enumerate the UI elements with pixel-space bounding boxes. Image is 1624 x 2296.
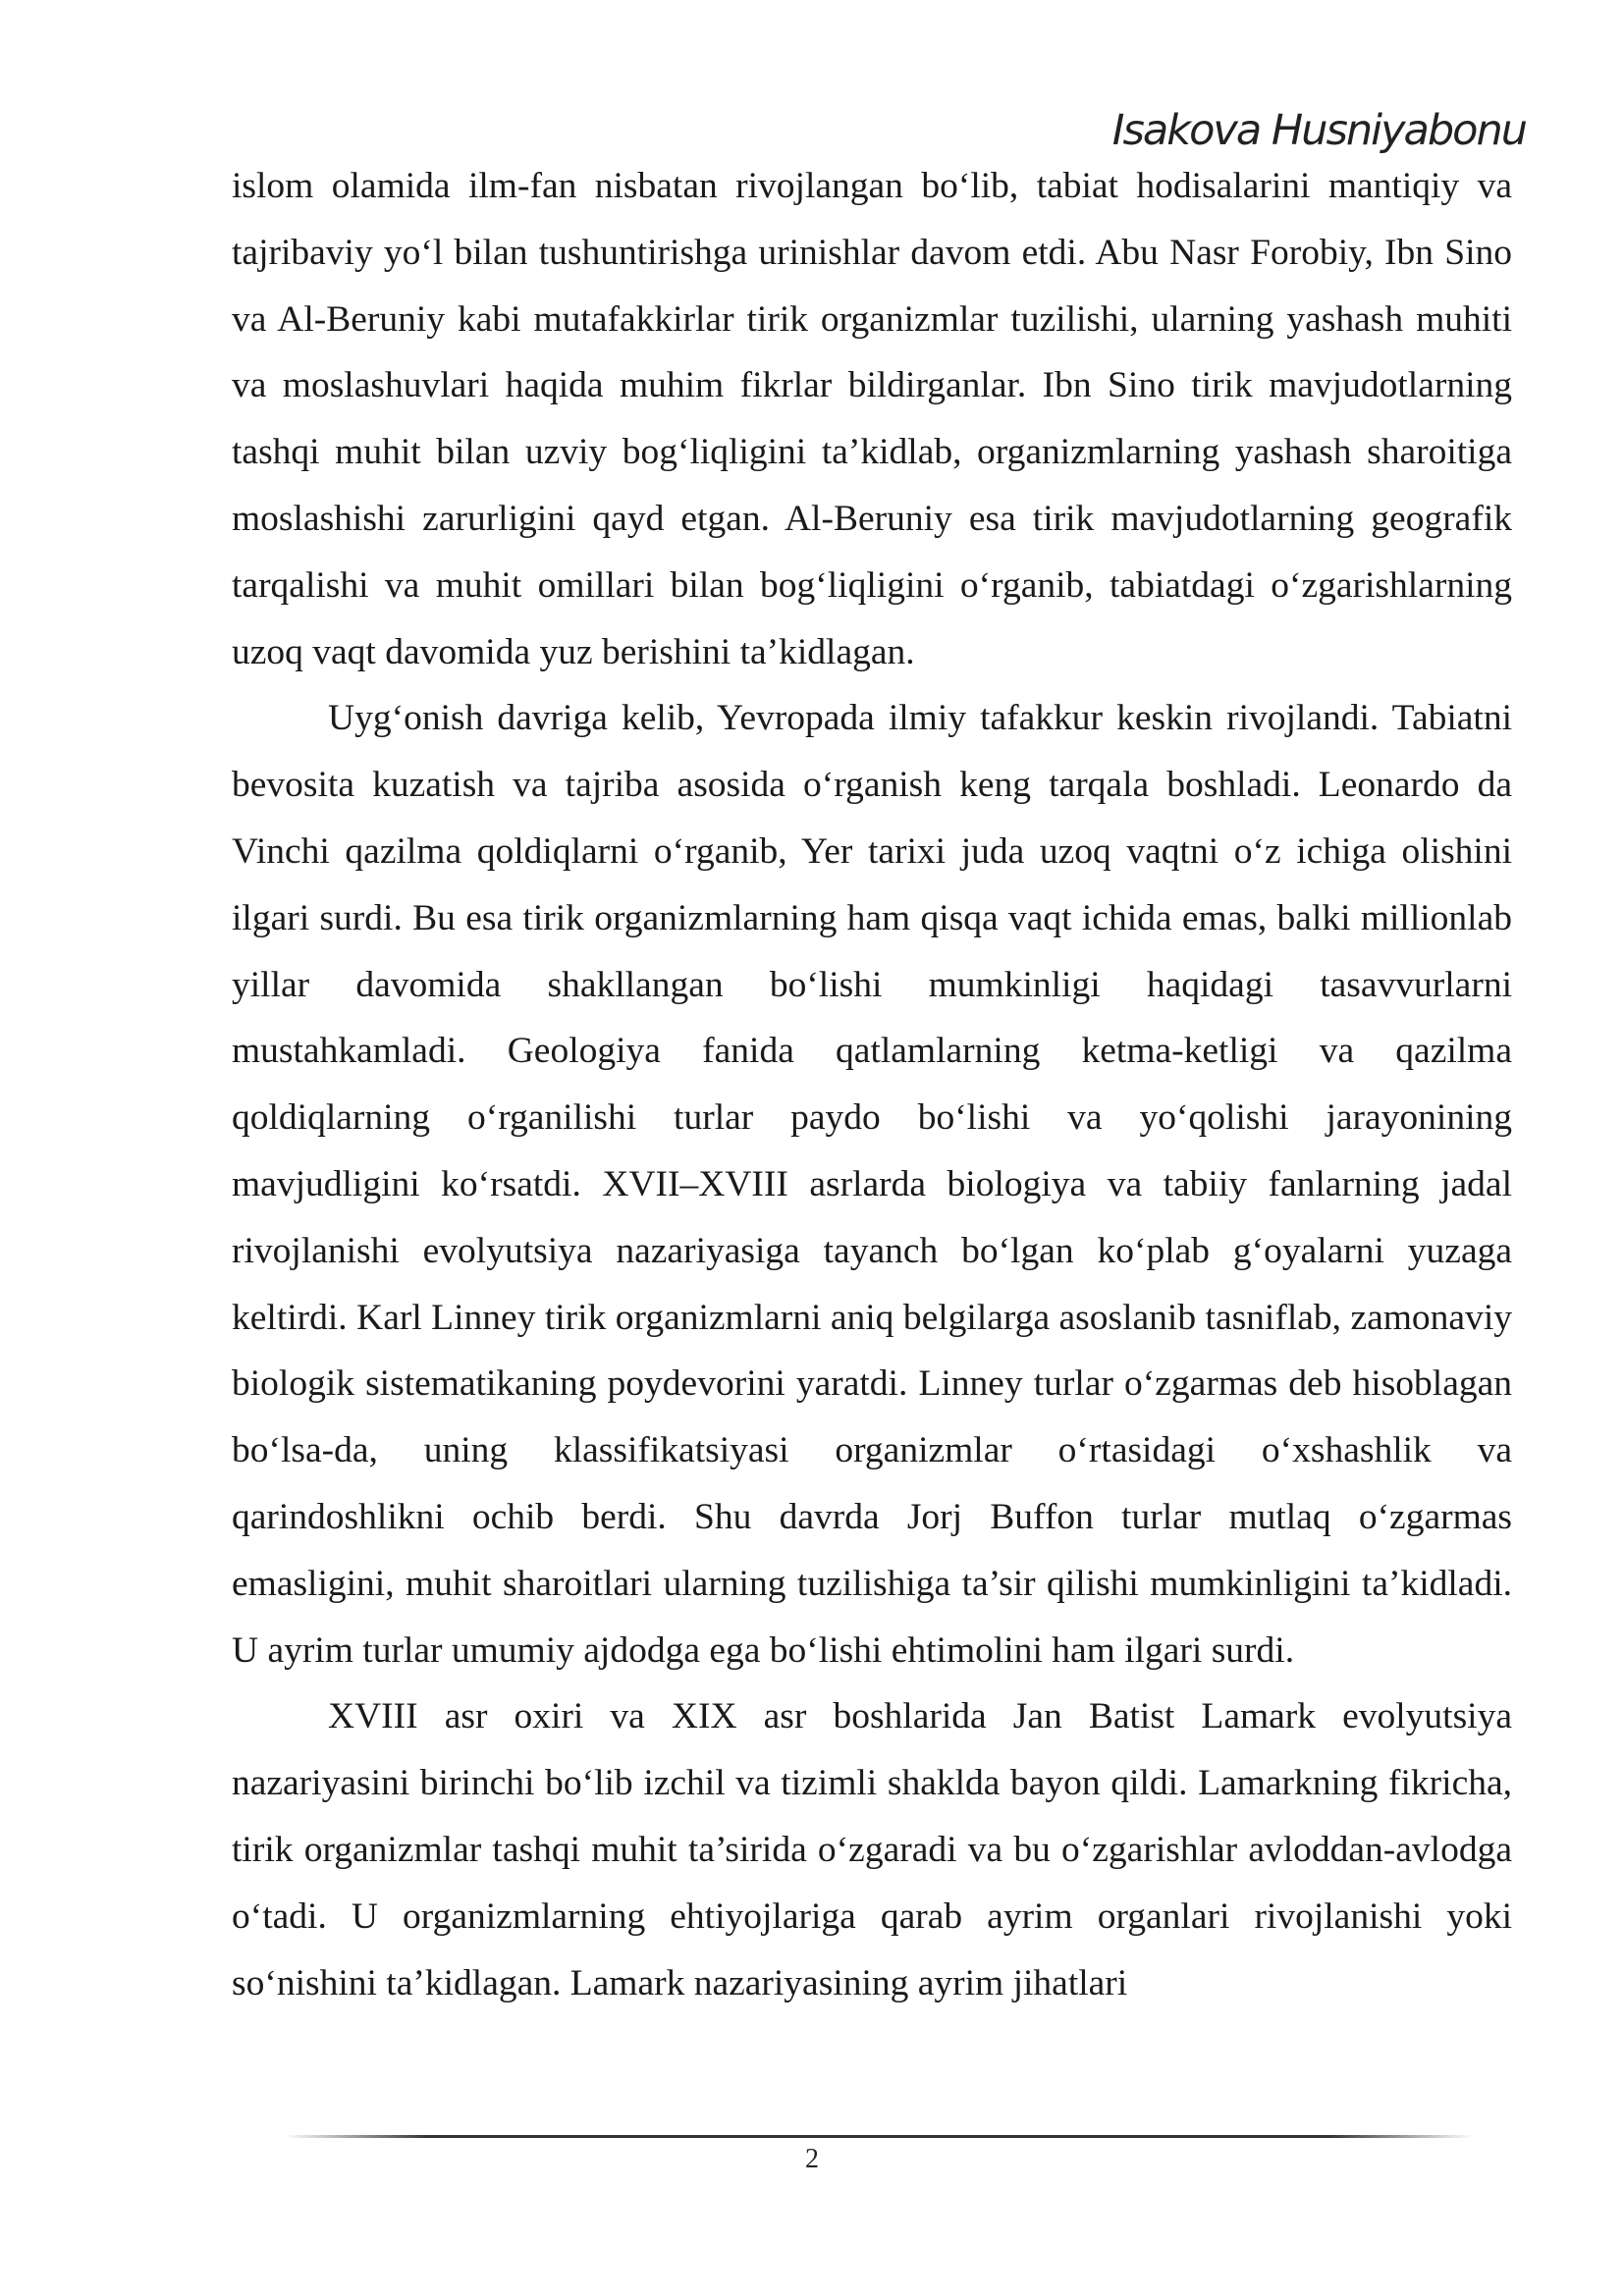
page-number: 2 xyxy=(805,2144,819,2174)
paragraph-lamarck: XVIII asr oxiri va XIX asr boshlarida Jan Batist Lamark evolyutsiya nazariyasini birinchi bo‘lib izchil va tizimli shaklda bayon qildi. Lamarkning fikricha, tirik organizmlar tashqi muhit ta’sirida o‘zgaradi va bu o‘zgarishlar avloddan-avlodga o‘tadi. U organizmlarning ehtiyojlariga qarab ayrim organlari rivojlanishi yoki so‘nishini ta’kidlagan. Lamark nazariyasining ayrim jihatlari xyxy=(232,1696,1512,2003)
body-text xyxy=(232,153,1512,2016)
footer-divider xyxy=(285,2135,1473,2138)
header-author-name: Isakova Husniyabonu xyxy=(1111,106,1526,155)
paragraph-continuation: islom olamida ilm-fan nisbatan rivojlangan bo‘lib, tabiat hodisalarini mantiqiy va tajribaviy yo‘l bilan tushuntirishga urinishlar davom etdi. Abu Nasr Forobiy, Ibn Sino va Al-Beruniy kabi mutafakkirlar tirik organizmlar tuzilishi, ularning yashash muhiti va moslashuvlari haqida muhim fikrlar bildirganlar. Ibn Sino tirik mavjudotlarning tashqi muhit bilan uzviy bog‘liqligini ta’kidlab, organizmlarning yashash sharoitiga moslashishi zarurligini qayd etgan. Al-Beruniy esa tirik mavjudotlarning geografik tarqalishi va muhit omillari bilan bog‘liqligini o‘rganib, tabiatdagi o‘zgarishlarning uzoq vaqt davomida yuz berishini ta’kidlagan. xyxy=(232,166,1512,672)
paragraph-renaissance: Uyg‘onish davriga kelib, Yevropada ilmiy tafakkur keskin rivojlandi. Tabiatni bevosita kuzatish va tajriba asosida o‘rganish keng tarqala boshladi. Leonardo da Vinchi qazilma qoldiqlarni o‘rganib, Yer tarixi juda uzoq vaqtni o‘z ichiga olishini ilgari surdi. Bu esa tirik organizmlarning ham qisqa vaqt ichida emas, balki millionlab yillar davomida shakllangan bo‘lishi mumkinligi haqidagi tasavvurlarni mustahkamladi. Geologiya fanida qatlamlarning ketma-ketligi va qazilma qoldiqlarning o‘rganilishi turlar paydo bo‘lishi va yo‘qolishi jarayonining mavjudligini ko‘rsatdi. XVII–XVIII asrlarda biologiya va tabiiy fanlarning jadal rivojlanishi evolyutsiya nazariyasiga tayanch bo‘lgan ko‘plab g‘oyalarni yuzaga keltirdi. Karl Linney tirik organizmlarni aniq belgilarga asoslanib tasniflab, zamonaviy biologik sistematikaning poydevorini yaratdi. Linney turlar o‘zgarmas deb hisoblagan bo‘lsa-da, uning klassifikatsiyasi organizmlar o‘rtasidagi o‘xshashlik va qarindoshlikni ochib berdi. Shu davrda Jorj Buffon turlar mutlaq o‘zgarmas emasligini, muhit sharoitlari ularning tuzilishiga ta’sir qilishi mumkinligini ta’kidladi. U ayrim turlar umumiy ajdodga ega bo‘lishi ehtimolini ham ilgari surdi. xyxy=(232,698,1512,1671)
